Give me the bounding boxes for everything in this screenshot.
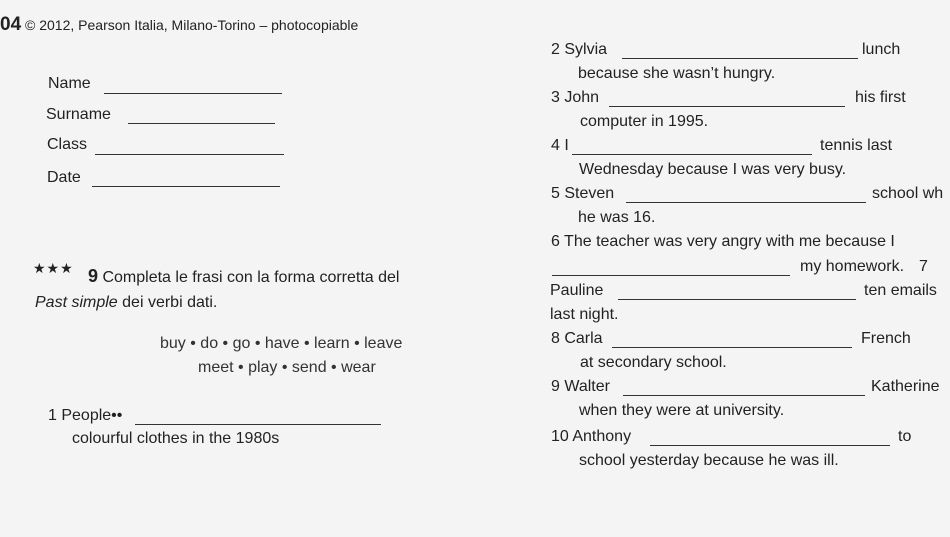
sentence-4-start: 4 I (551, 137, 569, 154)
sentence-5-start: 5 Steven (551, 185, 615, 202)
exercise-instruction-b (35, 294, 217, 312)
sentence-5-blank[interactable] (626, 202, 866, 203)
verb-list-line-1: buy • do • go • have • learn • leave (160, 335, 403, 352)
surname-field-line[interactable] (128, 123, 275, 124)
sentence-2-blank[interactable] (622, 58, 858, 59)
sentence-8-end: at secondary school. (580, 354, 727, 371)
sentence-3-end: computer in 1995. (580, 113, 709, 130)
date-field-line[interactable] (92, 186, 280, 187)
verb-list-line-2: meet • play • send • wear (198, 359, 376, 376)
exercise-instruction-a: Completa le frasi con la forma corretta del (102, 269, 400, 286)
instruction-past: Past (35, 294, 68, 311)
name-field-line[interactable] (104, 93, 282, 94)
sentence-2-start: 2 Sylvia (551, 41, 608, 58)
sentence-6-end: my homework. (800, 258, 905, 275)
sentence-6-blank[interactable] (552, 275, 790, 276)
sentence-7-number: 7 (919, 258, 928, 275)
page-header (0, 14, 358, 36)
name-label: Name (48, 75, 91, 92)
page-number: 04 (0, 14, 22, 35)
sentence-7-subject: Pauline (550, 282, 604, 299)
date-label: Date (47, 169, 81, 186)
sentence-1-end: colourful clothes in the 1980s (72, 430, 280, 447)
sentence-4-blank[interactable] (572, 154, 812, 155)
difficulty-stars: ★★★ (33, 260, 74, 276)
sentence-8-start: 8 Carla (551, 330, 603, 347)
exercise-heading (88, 266, 399, 287)
sentence-10-mid: to (898, 428, 912, 445)
sentence-4-mid: tennis last (820, 137, 893, 154)
exercise-number: 9 (88, 266, 99, 286)
sentence-2-mid: lunch (862, 41, 901, 58)
sentence-1-blank[interactable] (135, 424, 381, 425)
sentence-3-start: 3 John (551, 89, 600, 106)
surname-label: Surname (46, 106, 111, 123)
class-field-line[interactable] (95, 154, 284, 155)
sentence-1-start: 1 People•• (48, 407, 123, 424)
instruction-rest: dei verbi dati. (122, 294, 218, 311)
copyright-notice: © 2012, Pearson Italia, Milano-Torino – photocopiable (25, 17, 359, 33)
sentence-9-blank[interactable] (623, 395, 865, 396)
sentence-8-mid: French (861, 330, 911, 347)
sentence-6-start: 6 The teacher was very angry with me because I (551, 233, 895, 250)
instruction-simple: simple (71, 294, 118, 311)
sentence-7-blank[interactable] (618, 299, 856, 300)
sentence-9-end: when they were at university. (579, 402, 785, 419)
sentence-10-blank[interactable] (650, 445, 890, 446)
sentence-10-end: school yesterday because he was ill. (579, 452, 839, 469)
sentence-7-mid: ten emails (864, 282, 937, 299)
sentence-9-start: 9 Walter (551, 378, 610, 395)
sentence-7-end: last night. (550, 306, 619, 323)
class-label: Class (47, 136, 88, 153)
sentence-5-mid: school wh (872, 185, 944, 202)
sentence-10-start: 10 Anthony (551, 428, 632, 445)
sentence-8-blank[interactable] (612, 347, 852, 348)
sentence-9-mid: Katherine (871, 378, 940, 395)
sentence-4-end: Wednesday because I was very busy. (579, 161, 847, 178)
sentence-5-end: he was 16. (578, 209, 656, 226)
sentence-2-end: because she wasn’t hungry. (578, 65, 776, 82)
sentence-3-mid: his first (855, 89, 906, 106)
sentence-3-blank[interactable] (609, 106, 845, 107)
